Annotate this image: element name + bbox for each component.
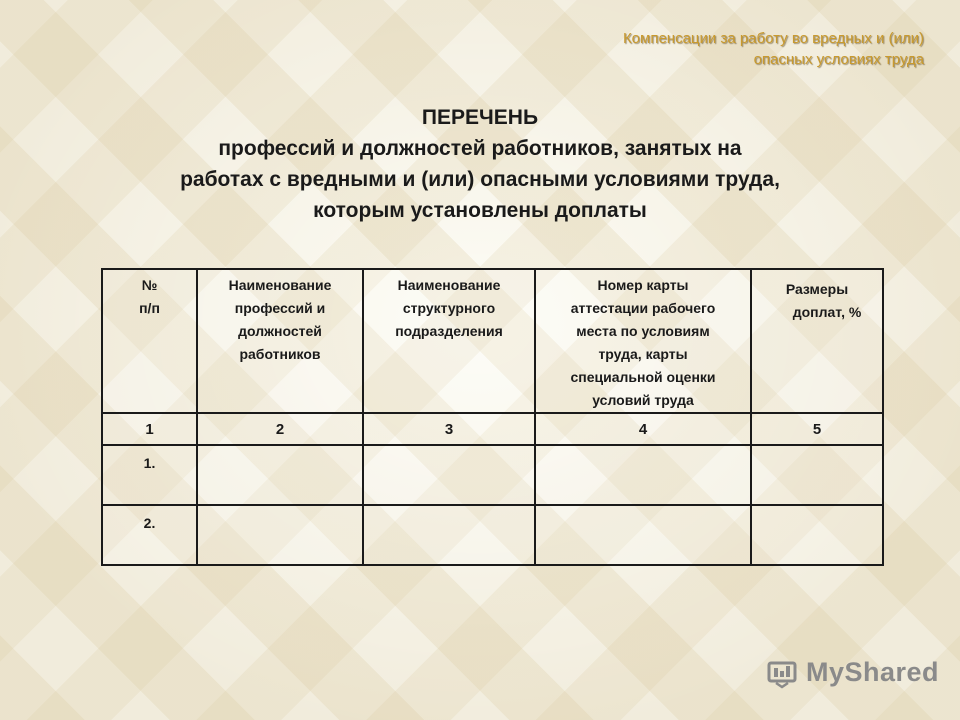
subtitle-line-1: Компенсации за работу во вредных и (или)	[622, 30, 924, 47]
mysh-logo-icon	[766, 655, 800, 689]
page-title	[0, 102, 960, 226]
table-cell	[535, 445, 751, 505]
number-cell: 5	[751, 413, 883, 445]
table-cell	[363, 505, 535, 565]
number-cell: 2	[197, 413, 363, 445]
subtitle-line-2: опасных условиях труда	[753, 51, 924, 68]
col-header-card-number: Номер карты аттестации рабочего места по условиям труда, карты специальной оценки условий труда	[535, 269, 751, 413]
col-header-department: Наименование структурного подразделения	[363, 269, 535, 413]
table-cell	[751, 505, 883, 565]
header-subtitle	[623, 28, 924, 70]
table-cell	[197, 505, 363, 565]
professions-table	[101, 268, 884, 566]
title-line-2: профессий и должностей работников, занятых на	[218, 137, 742, 160]
table-header-row	[102, 269, 883, 413]
number-cell: 4	[535, 413, 751, 445]
mysh-logo[interactable]	[766, 655, 939, 689]
title-line-3: работах с вредными и (или) опасными условиями труда,	[180, 168, 780, 191]
table-row	[102, 445, 883, 505]
table-cell	[197, 445, 363, 505]
table-row	[102, 505, 883, 565]
col-header-number: № п/п	[102, 269, 197, 413]
table-cell	[751, 445, 883, 505]
number-cell: 3	[363, 413, 535, 445]
table-cell: 1.	[102, 445, 197, 505]
table-cell	[535, 505, 751, 565]
table-cell: 2.	[102, 505, 197, 565]
logo-text: MyShared	[806, 656, 940, 687]
table-number-row	[102, 413, 883, 445]
title-line-1: ПЕРЕЧЕНЬ	[421, 106, 539, 129]
col-header-profession: Наименование профессий и должностей работников	[197, 269, 363, 413]
title-line-4: которым установлены доплаты	[313, 199, 647, 222]
col-header-payment-size: Размеры доплат, %	[751, 269, 883, 413]
number-cell: 1	[102, 413, 197, 445]
table-cell	[363, 445, 535, 505]
